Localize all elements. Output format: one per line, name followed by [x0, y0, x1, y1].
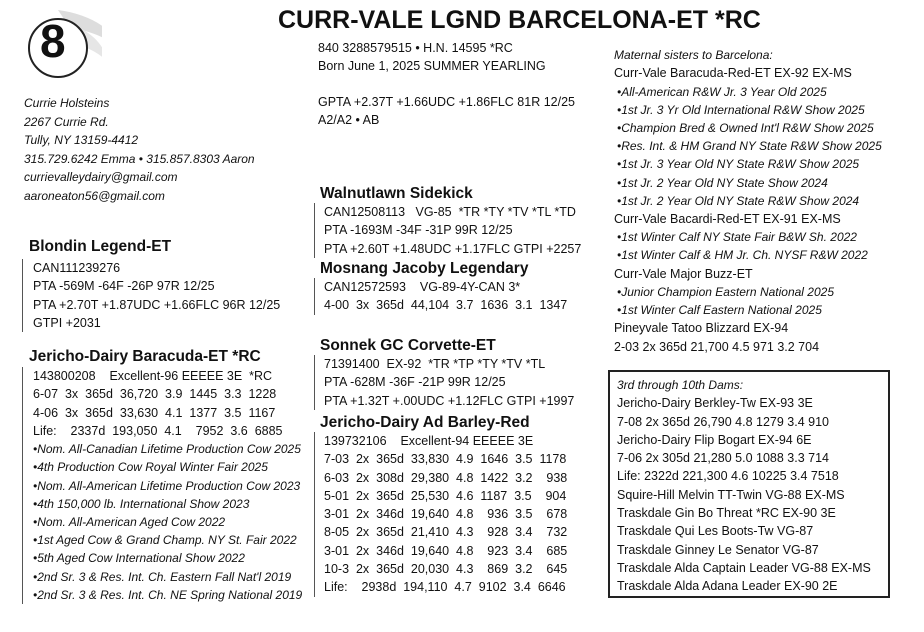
sire-block	[22, 238, 280, 332]
maternal-heading: Maternal sisters to Barcelona:	[614, 48, 773, 62]
dam-honor: •Nom. All-Canadian Lifetime Production Cow 2025	[33, 442, 301, 457]
dam-sire-details	[314, 355, 574, 410]
dams-box-line: 7-06 2x 305d 21,280 5.0 1088 3.3 714	[617, 451, 829, 466]
maternal-honor: •1st Jr. 3 Year Old NY State R&W Show 2025	[617, 157, 860, 172]
dams-box-line: Jericho-Dairy Berkley-Tw EX-93 3E	[617, 396, 813, 411]
dam-dam-record: 10-3 2x 365d 20,030 4.3 869 3.2 645	[324, 562, 568, 577]
dam-sire-line: PTA +1.32T +.00UDC +1.12FLC GTPI +1997	[324, 393, 575, 408]
dam-dam-record: 7-03 2x 365d 33,830 4.9 1646 3.5 1178	[324, 452, 567, 467]
dam-sire-line: 71391400 EX-92 *TR *TP *TY *TV *TL	[324, 357, 546, 371]
dams-box-line: Life: 2322d 221,300 4.6 10225 3.4 7518	[617, 469, 839, 484]
dam-block	[22, 348, 302, 604]
sire-dam-block	[314, 260, 567, 315]
maternal-honor: •Junior Champion Eastern National 2025	[617, 284, 834, 299]
sire-sire-line: PTA +2.60T +1.48UDC +1.17FLC GTPI +2257	[324, 241, 582, 256]
maternal-sister: Curr-Vale Baracuda-Red-ET EX-92 EX-MS	[614, 66, 852, 81]
dam-dam-record: 5-01 2x 365d 25,530 4.6 1187 3.5 904	[324, 488, 567, 503]
sire-details	[22, 259, 280, 332]
dam-dam-record: 8-05 2x 365d 21,410 4.3 928 3.4 732	[324, 525, 568, 540]
sire-dam-line: CAN12572593 VG-89-4Y-CAN 3*	[324, 280, 521, 294]
sire-line: GTPI +2031	[33, 315, 101, 330]
maternal-honor: •Champion Bred & Owned Int'l R&W Show 2025	[617, 120, 874, 135]
dams-box-line: Traskdale Alda Adana Leader EX-90 2E	[617, 579, 838, 594]
dam-honor: •Nom. All-American Lifetime Production Cow 2023	[33, 478, 301, 493]
maternal-honor: •1st Winter Calf NY State Fair B&W Sh. 2022	[617, 230, 857, 245]
dam-line: 143800208 Excellent-96 EEEEE 3E *RC	[33, 369, 273, 383]
maternal-sister: Pineyvale Tatoo Blizzard EX-94	[614, 321, 789, 336]
sire-line: CAN111239276	[33, 261, 121, 275]
maternal-honor: •1st Winter Calf & HM Jr. Ch. NYSF R&W 2022	[617, 248, 868, 263]
maternal-honor: •Res. Int. & HM Grand NY State R&W Show 2025	[617, 139, 882, 154]
maternal-honor: •1st Jr. 2 Year Old NY State Show 2024	[617, 175, 828, 190]
dam-honor: •Nom. All-American Aged Cow 2022	[33, 515, 226, 529]
dams-box-line: Traskdale Ginney Le Senator VG-87	[617, 542, 819, 557]
dam-dam-line: 139732106 Excellent-94 EEEEE 3E	[324, 434, 534, 448]
lot-number: 8	[40, 15, 66, 67]
dam-honor: •2nd Sr. 3 & Res. Int. Ch. NE Spring National 2019	[33, 587, 303, 602]
maternal-sisters	[614, 46, 882, 356]
maternal-sister: Curr-Vale Bacardi-Red-ET EX-91 EX-MS	[614, 211, 841, 226]
dams-box-line: Traskdale Qui Les Boots-Tw VG-87	[617, 524, 814, 539]
maternal-list	[614, 64, 882, 356]
genotype-line: A2/A2 • AB	[318, 113, 380, 127]
dams-box-heading: 3rd through 10th Dams:	[617, 378, 744, 392]
dam-honor: •4th Production Cow Royal Winter Fair 2025	[33, 460, 268, 475]
dam-honor: •1st Aged Cow & Grand Champ. NY St. Fair 2022	[33, 533, 297, 548]
dam-dam-name: Jericho-Dairy Ad Barley-Red	[320, 414, 530, 431]
dams-box-line: Squire-Hill Melvin TT-Twin VG-88 EX-MS	[617, 487, 845, 502]
dam-honor: •2nd Sr. 3 & Res. Int. Ch. Eastern Fall Nat'l 2019	[33, 569, 292, 584]
sire-sire-line: PTA -1693M -34F -31P 99R 12/25	[324, 223, 513, 238]
dams-box-line: Jericho-Dairy Flip Bogart EX-94 6E	[617, 432, 812, 447]
dam-honor: •5th Aged Cow International Show 2022	[33, 551, 245, 566]
dams-box-content	[617, 376, 871, 595]
gpta-line: GPTA +2.37T +1.66UDC +1.86FLC 81R 12/25	[318, 95, 575, 109]
sire-dam-name: Mosnang Jacoby Legendary	[320, 260, 529, 277]
sire-sire-name: Walnutlawn Sidekick	[320, 185, 473, 202]
sire-sire-block	[314, 185, 581, 258]
maternal-honor: •1st Jr. 2 Year Old NY State R&W Show 2024	[617, 193, 860, 208]
maternal-honor: •1st Jr. 3 Yr Old International R&W Show 2025	[617, 102, 865, 117]
page-title: CURR-VALE LGND BARCELONA-ET *RC	[278, 6, 761, 34]
consignor-phones: 315.729.6242 Emma • 315.857.8303 Aaron	[24, 151, 255, 166]
maternal-honor: •All-American R&W Jr. 3 Year Old 2025	[617, 84, 827, 99]
dams-box-line: Traskdale Gin Bo Threat *RC EX-90 3E	[617, 505, 836, 520]
dam-record: 6-07 3x 365d 36,720 3.9 1445 3.3 1228	[33, 387, 277, 402]
dams-box-line: Traskdale Alda Captain Leader VG-88 EX-MS	[617, 560, 871, 575]
sire-dam-details	[314, 278, 567, 315]
dam-dam-record: 6-03 2x 308d 29,380 4.8 1422 3.2 938	[324, 470, 568, 485]
dam-dam-record: 3-01 2x 346d 19,640 4.8 936 3.5 678	[324, 507, 568, 522]
dam-lifetime: Life: 2337d 193,050 4.1 7952 3.6 6885	[33, 423, 283, 438]
dam-record: 4-06 3x 365d 33,630 4.1 1377 3.5 1167	[33, 405, 276, 420]
sire-sire-line: CAN12508113 VG-85 *TR *TY *TV *TL *TD	[324, 205, 576, 219]
sire-line: PTA -569M -64F -26P 97R 12/25	[33, 279, 215, 294]
birth-line: Born June 1, 2025 SUMMER YEARLING	[318, 59, 546, 73]
consignor-email-2: aaroneaton56@gmail.com	[24, 188, 165, 203]
dam-dam-details	[314, 432, 567, 597]
dam-name: Jericho-Dairy Baracuda-ET *RC	[29, 348, 261, 365]
dam-dam-record: 3-01 2x 346d 19,640 4.8 923 3.4 685	[324, 543, 568, 558]
sire-name: Blondin Legend-ET	[29, 238, 172, 255]
consignor-city: Tully, NY 13159-4412	[24, 133, 139, 147]
maternal-sister: 2-03 2x 365d 21,700 4.5 971 3.2 704	[614, 339, 820, 354]
maternal-sister: Curr-Vale Major Buzz-ET	[614, 266, 753, 281]
dam-sire-line: PTA -628M -36F -21P 99R 12/25	[324, 375, 506, 390]
dam-dam-lifetime: Life: 2938d 194,110 4.7 9102 3.4 6646	[324, 580, 566, 595]
registration-line: 840 3288579515 • H.N. 14595 *RC	[318, 41, 513, 55]
dam-sire-name: Sonnek GC Corvette-ET	[320, 337, 496, 354]
dams-box-line: 7-08 2x 365d 26,790 4.8 1279 3.4 910	[617, 414, 829, 429]
maternal-honor: •1st Winter Calf Eastern National 2025	[617, 303, 822, 318]
consignor-email-1: currievalleydairy@gmail.com	[24, 170, 178, 184]
dam-sire-block	[314, 337, 574, 410]
consignor-name: Currie Holsteins	[24, 96, 110, 110]
sire-line: PTA +2.70T +1.87UDC +1.66FLC 96R 12/25	[33, 297, 281, 312]
consignor-contact	[24, 94, 255, 205]
sire-dam-record: 4-00 3x 365d 44,104 3.7 1636 3.1 1347	[324, 298, 568, 313]
dam-details	[22, 367, 302, 604]
dam-honor: •4th 150,000 lb. International Show 2023	[33, 496, 250, 511]
dam-dam-block	[314, 414, 567, 597]
consignor-street: 2267 Currie Rd.	[24, 114, 109, 129]
sire-sire-details	[314, 203, 581, 258]
